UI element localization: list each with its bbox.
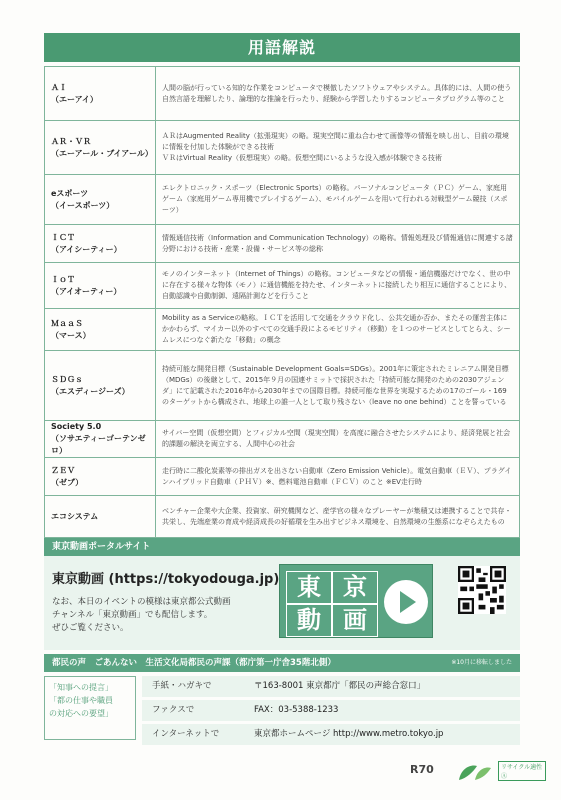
- term-cell: [45, 421, 156, 458]
- logo-characters: [286, 571, 378, 633]
- logo-char: 画: [332, 604, 378, 637]
- relocation-note: ※10月に移転しました: [451, 659, 512, 666]
- glossary-row-iot: [45, 263, 520, 309]
- voice-section: [44, 672, 520, 748]
- term-name: Society 5.0: [51, 422, 102, 431]
- definition: モノのインターネット（Internet of Things）の略称。コンピュータなどの情報・通信機器だけでなく、世の中に存在する様々な物体（モノ）に通信機能を持たせ、インターネットに接続したり相互に通信することにより、自動認識や自動制御、遠隔計測などを行うこと: [156, 263, 520, 309]
- term-reading: （エーアイ）: [51, 94, 98, 104]
- definition: エレクトロニック・スポーツ（Electronic Sports）の略称。パーソナルコンピュータ（ＰＣ）ゲーム、家庭用ゲーム（家庭用ゲーム専用機でプレイするゲーム）、モバイルゲームを用いて行われる対戦型ゲーム競技（スポーツ）: [156, 175, 520, 225]
- term-name: ＳＤＧｓ: [51, 374, 83, 384]
- definition: 情報通信技術（Information and Communication Technology）の略称。情報処理及び情報通信に関連する諸分野における技術・産業・設備・サービス等の総称: [156, 225, 520, 263]
- glossary-row-society5: [45, 421, 520, 458]
- contact-value: FAX：03-5388-1233: [254, 705, 339, 715]
- glossary-row-ai: [45, 67, 520, 121]
- term-reading: （アイシーティー）: [51, 244, 122, 254]
- play-icon: [384, 580, 428, 624]
- term-reading: （エーアール・ブイアール）: [51, 148, 153, 158]
- glossary-row-sdgs: [45, 351, 520, 421]
- definition: 持続可能な開発目標（Sustainable Development Goals=SDGs）。2001年に策定されたミレニアム開発目標（MDGs）の後継として、2015年９月の国連サミットで採択された「持続可能な開発のための2030アジェンダ」にて記載された2016年から2030年までの国際目標。持続可能な世界を実現するための17のゴール・169のターゲットから構成され、地球上の誰一人として取り残さない（leave no one behind）ことを誓っている: [156, 351, 520, 421]
- definition: ＡＲはAugmented Reality（拡張現実）の略。現実空間に重ね合わせて画像等の情報を映し出し、目前の環境に情報を付加した体験ができる技術 ＶＲはVirtual Reality（仮想現実）の略。仮想空間にいるような没入感が体験できる技術: [156, 121, 520, 175]
- definition: ベンチャー企業や大企業、投資家、研究機関など、産学官の様々なプレーヤーが集積又は連携することで共存・共栄し、先端産業の育成や経済成長の好循環を生み出すビジネス環境を、自然環境の生態系になぞらえたもの: [156, 496, 520, 538]
- term-reading: （マース）: [51, 330, 91, 340]
- contact-label: 手紙・ハガキで: [152, 681, 212, 691]
- contact-url-link[interactable]: 東京都ホームページ http://www.metro.tokyo.jp: [254, 729, 444, 739]
- term-cell: [45, 496, 156, 538]
- term-name: エコシステム: [51, 511, 99, 521]
- portal-heading: 東京動画ポータルサイト: [44, 538, 520, 556]
- contact-label: インターネットで: [152, 729, 220, 739]
- term-name: ＩｏＴ: [51, 274, 75, 284]
- term-reading: （アイオーティー）: [51, 286, 122, 296]
- term-cell: [45, 175, 156, 225]
- contact-label: ファクスで: [152, 705, 195, 715]
- logo-char: 動: [286, 604, 332, 637]
- glossary-row-esports: [45, 175, 520, 225]
- glossary-row-ecosystem: [45, 496, 520, 538]
- qr-code-icon[interactable]: [458, 566, 506, 614]
- term-cell: [45, 67, 156, 121]
- term-name: ＭａａＳ: [51, 318, 83, 328]
- contact-row-fax: [142, 700, 520, 721]
- term-cell: [45, 225, 156, 263]
- term-cell: [45, 121, 156, 175]
- r70-recycled-paper-mark: R70: [410, 763, 434, 776]
- portal-url-link[interactable]: 東京動画 (https://tokyodouga.jp): [52, 572, 280, 587]
- glossary-table: [44, 66, 520, 538]
- recycle-suitability-mark: リサイクル適性Ⓐ: [498, 761, 546, 781]
- vegetable-oil-ink-icon: [455, 762, 495, 784]
- voice-heading-text: 都民の声 ごあんない 生活文化局都民の声課（都庁第一庁舎35階北側）: [52, 658, 336, 668]
- voice-heading: [44, 654, 520, 672]
- term-reading: （ソサエティーゴーテンゼロ）: [51, 434, 146, 455]
- glossary-row-ict: [45, 225, 520, 263]
- term-name: ＺＥＶ: [51, 465, 75, 475]
- glossary-row-ar-vr: [45, 121, 520, 175]
- term-reading: （イースポーツ）: [51, 200, 115, 210]
- page-title: 用語解説: [44, 33, 520, 62]
- term-cell: [45, 263, 156, 309]
- definition: 走行時に二酸化炭素等の排出ガスを出さない自動車（Zero Emission Vehicle）。電気自動車（ＥＶ）、プラグインハイブリッド自動車（ＰＨＶ）※、燃料電池自動車（ＦＣＶ）のこと ※EV走行時: [156, 458, 520, 496]
- definition: 人間の脳が行っている知的な作業をコンピュータで模倣したソフトウェアやシステム。具体的には、人間の使う自然言語を理解したり、論理的な推論を行ったり、経験から学習したりするコンピュータプログラム等のこと: [156, 67, 520, 121]
- contact-row-mail: [142, 676, 520, 697]
- contact-value: 〒163-8001 東京都庁「都民の声総合窓口」: [254, 681, 426, 691]
- definition: Mobility as a Serviceの略称。ＩＣＴを活用して交通をクラウド化し、公共交通か否か、またその運営主体にかかわらず、マイカー以外のすべての交通手段によるモビリティ（移動）を１つのサービスとしてとらえ、シームレスにつなぐ新たな「移動」の概念: [156, 309, 520, 351]
- logo-char: 京: [332, 571, 378, 604]
- term-name: ＩＣＴ: [51, 232, 75, 242]
- term-cell: [45, 458, 156, 496]
- voice-purpose: 「知事への提言」 「都の仕事や職員 の対応への要望」: [44, 676, 136, 740]
- portal-section: [44, 556, 520, 650]
- term-name: ＡＩ: [51, 82, 67, 92]
- glossary-row-zev: [45, 458, 520, 496]
- contact-row-internet: [142, 724, 520, 745]
- term-cell: [45, 309, 156, 351]
- term-cell: [45, 351, 156, 421]
- term-reading: （ゼブ）: [51, 477, 84, 487]
- tokyodouga-logo: [279, 564, 433, 638]
- term-reading: （エスディージーズ）: [51, 386, 130, 396]
- portal-description: なお、本日のイベントの模様は東京都公式動画 チャンネル「東京動画」でも配信します。 ぜひご覧ください。: [52, 597, 231, 633]
- term-name: ＡＲ・ＶＲ: [51, 136, 91, 146]
- logo-char: 東: [286, 571, 332, 604]
- glossary-row-maas: [45, 309, 520, 351]
- definition: サイバー空間（仮想空間）とフィジカル空間（現実空間）を高度に融合させたシステムにより、経済発展と社会的課題の解決を両立する、人間中心の社会: [156, 421, 520, 458]
- term-name: eスポーツ: [51, 188, 89, 198]
